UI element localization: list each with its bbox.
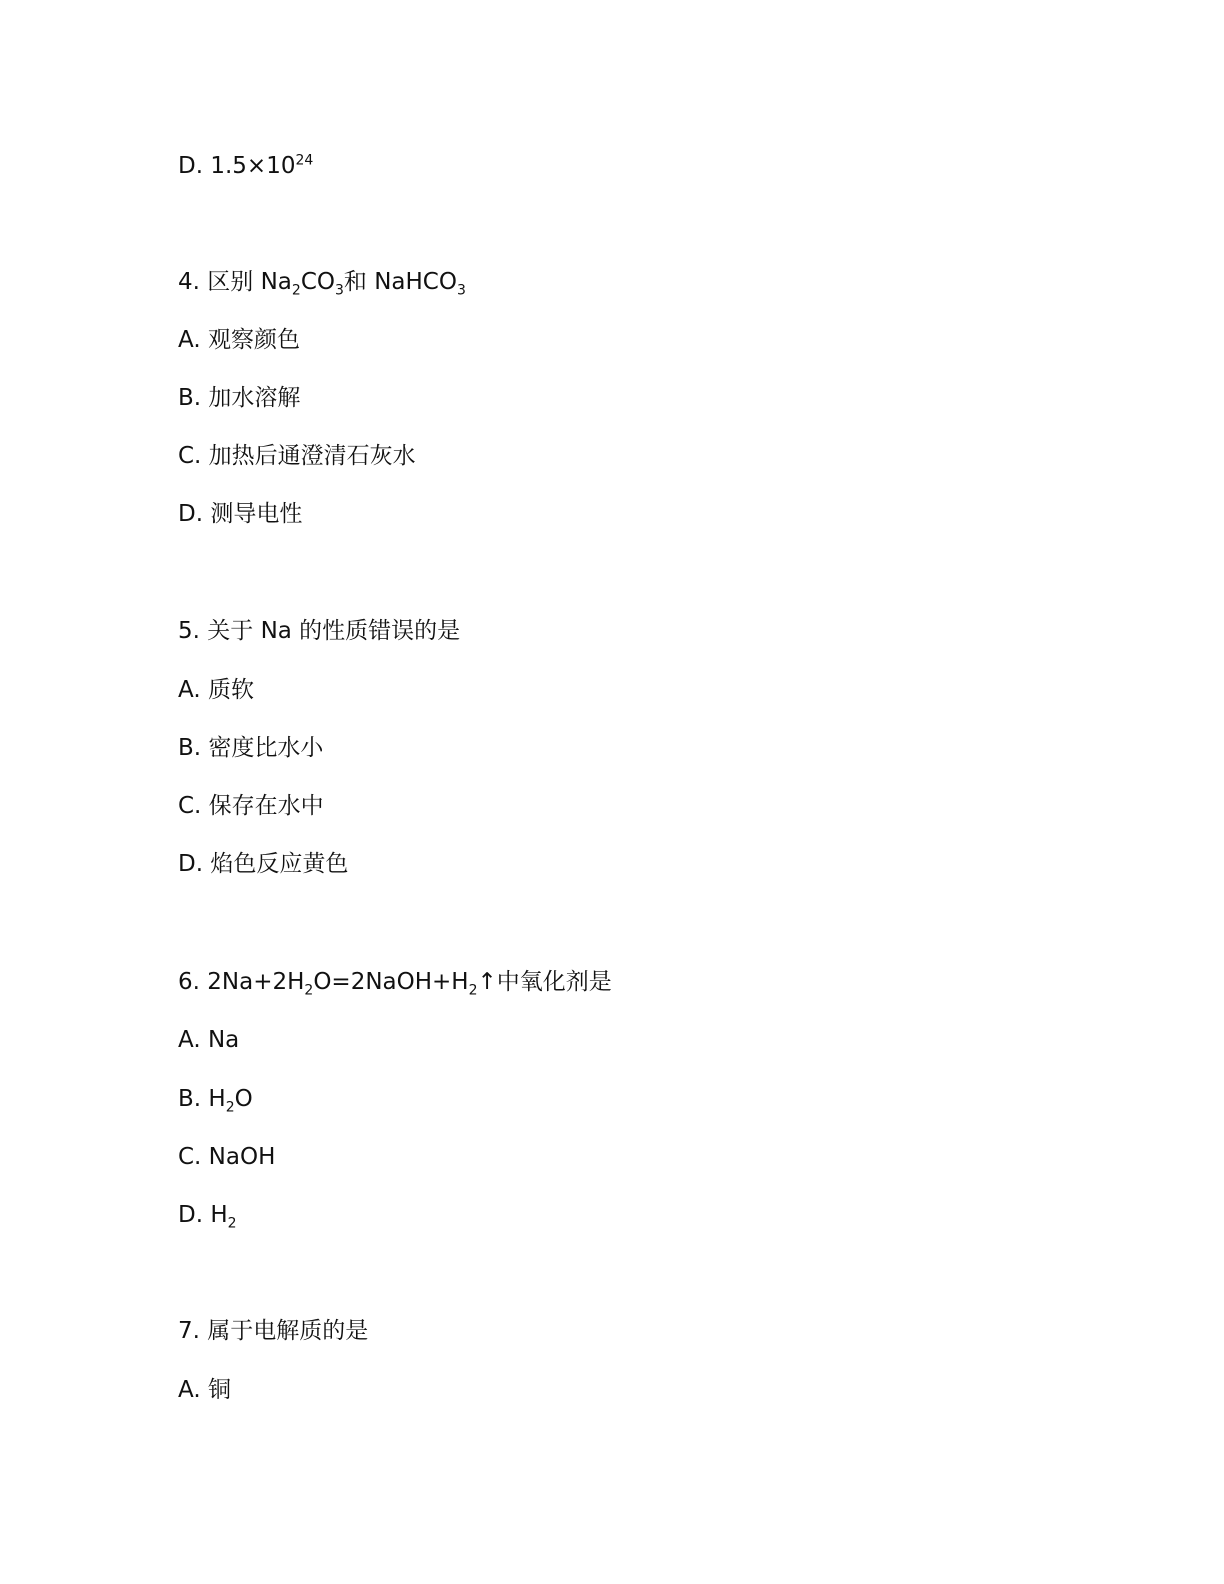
q4-stem-part3: 和 NaHCO <box>343 269 457 295</box>
q5-option-c: C. 保存在水中 <box>178 793 324 819</box>
q5-option-d: D. 焰色反应黄色 <box>178 851 349 877</box>
q6-option-b-part1: B. H <box>178 1086 226 1112</box>
q4-sub3: 3 <box>456 282 466 299</box>
q6-option-d-sub: 2 <box>227 1215 237 1232</box>
q7-stem: 7. 属于电解质的是 <box>178 1318 369 1344</box>
q6-option-b <box>178 1083 253 1115</box>
q5-option-b: B. 密度比水小 <box>178 735 324 761</box>
q6-option-b-sub: 2 <box>225 1099 235 1116</box>
q6-option-d-part1: D. H <box>178 1202 228 1228</box>
q3-option-d-letter: D. <box>178 153 204 179</box>
q3-option-d <box>178 150 313 182</box>
q6-sub2: 2 <box>468 982 478 999</box>
q4-option-b: B. 加水溶解 <box>178 385 301 411</box>
q6-option-d <box>178 1199 237 1231</box>
q7-option-a: A. 铜 <box>178 1377 231 1403</box>
q6-sub1: 2 <box>304 982 314 999</box>
q4-option-c: C. 加热后通澄清石灰水 <box>178 443 416 469</box>
q6-stem-part3: ↑中氧化剂是 <box>477 969 612 995</box>
q4-option-a: A. 观察颜色 <box>178 327 300 353</box>
q4-stem <box>178 266 466 298</box>
q5-option-a: A. 质软 <box>178 677 254 703</box>
q5-stem: 5. 关于 Na 的性质错误的是 <box>178 618 461 644</box>
q3-option-d-base: 1.5×10 <box>210 153 296 179</box>
q6-stem <box>178 966 612 998</box>
q4-option-d: D. 测导电性 <box>178 501 303 527</box>
q6-number: 6. <box>178 969 200 995</box>
q3-option-d-exponent: 24 <box>295 152 314 169</box>
q4-stem-part2: CO <box>300 269 335 295</box>
q6-option-b-part2: O <box>234 1086 253 1112</box>
q6-stem-part2: O=2NaOH+H <box>313 969 469 995</box>
q6-stem-part1: 2Na+2H <box>207 969 305 995</box>
q4-sub1: 2 <box>291 282 301 299</box>
q6-option-c: C. NaOH <box>178 1144 276 1170</box>
q4-stem-part1: 区别 Na <box>207 269 292 295</box>
q6-option-a: A. Na <box>178 1027 240 1053</box>
q4-number: 4. <box>178 269 200 295</box>
q4-sub2: 3 <box>334 282 344 299</box>
